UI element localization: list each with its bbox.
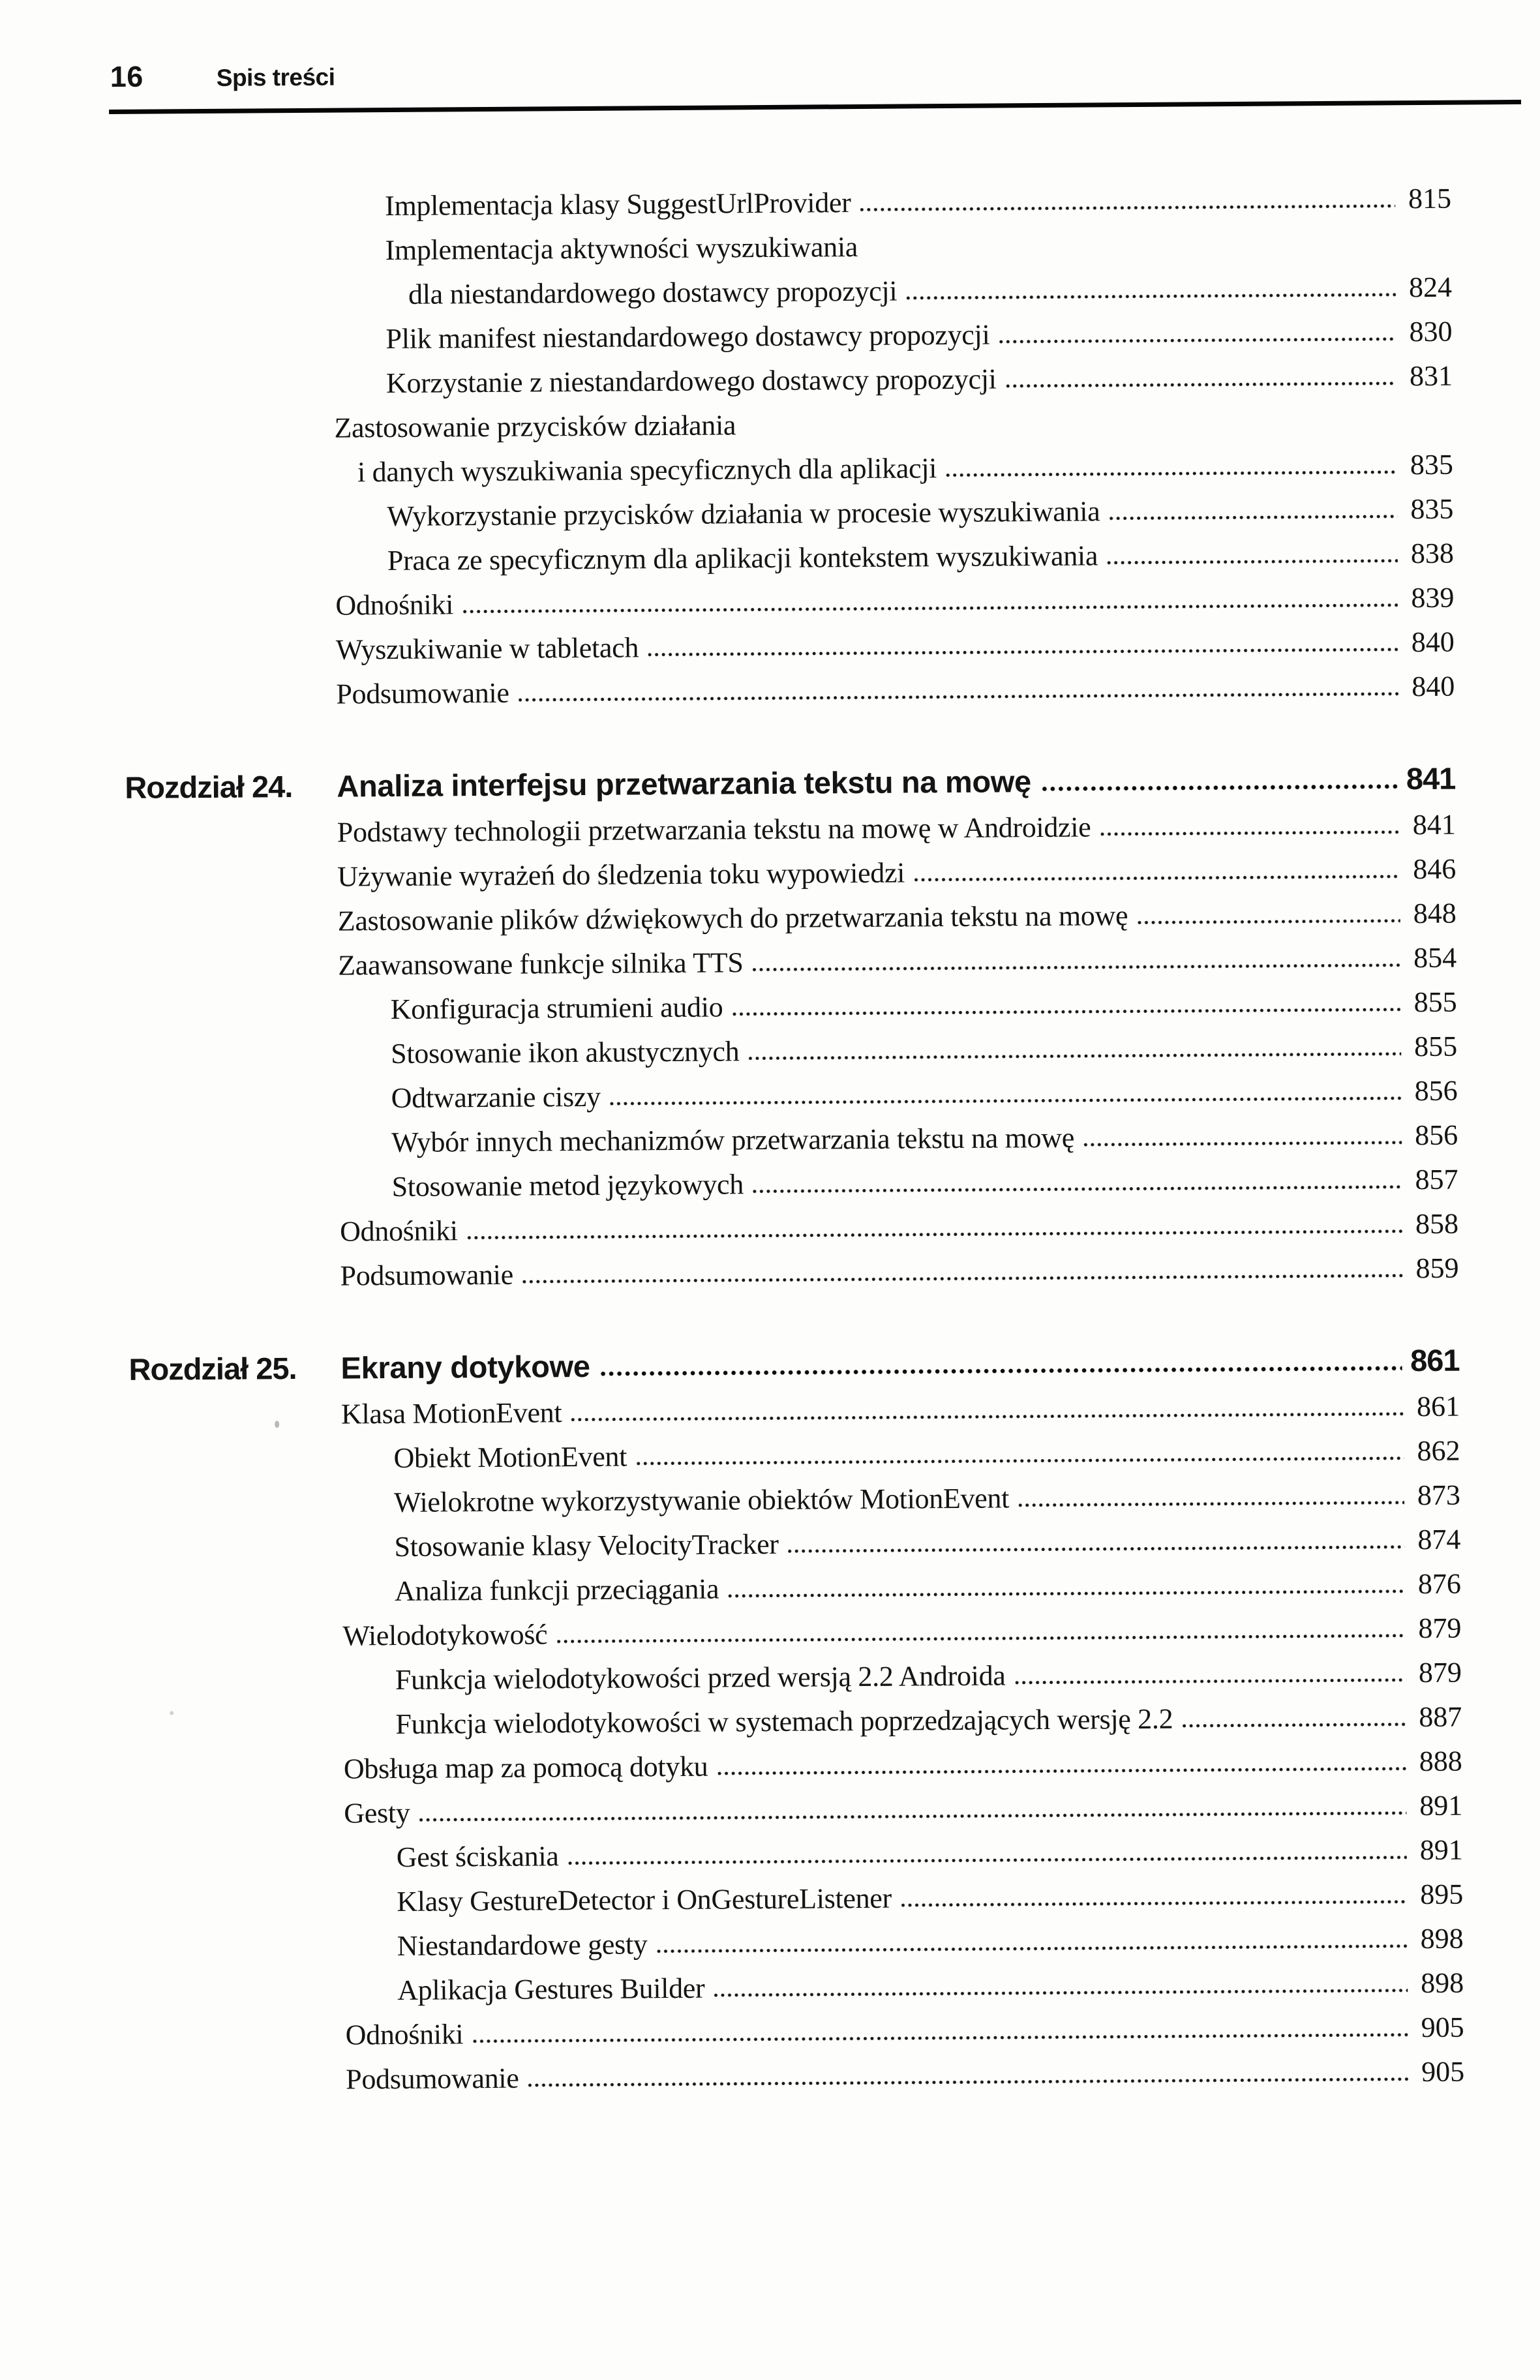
dot-leader: [528, 2077, 1408, 2087]
dot-leader: [714, 1988, 1408, 1997]
toc-entry-row: [408, 265, 1452, 317]
toc-entry-row: [397, 1828, 1463, 1880]
toc-entry-title: Stosowanie klasy VelocityTracker: [394, 1528, 779, 1563]
dot-leader: [901, 1899, 1407, 1907]
toc-entry-page: 856: [1414, 1074, 1458, 1107]
toc-entry-page: 835: [1410, 448, 1454, 481]
toc-entry-title: Wyszukiwanie w tabletach: [335, 631, 639, 666]
toc-entry-title: Wielokrotne wykorzystywanie obiektów MotionEvent: [393, 1482, 1010, 1519]
toc-chapter-label: Rozdział 24.: [125, 769, 293, 805]
toc-entry-page: 855: [1413, 986, 1457, 1019]
toc-entry-title: Odnośniki: [339, 1214, 458, 1248]
toc-entry-title: Zastosowanie plików dźwiękowych do przetwarzania tekstu na mowę: [337, 899, 1128, 937]
toc-entry-page: 859: [1415, 1252, 1459, 1285]
toc-entry-row: [340, 1202, 1458, 1254]
dot-leader: [1018, 1500, 1404, 1507]
toc-entry-title: Korzystanie z niestandardowego dostawcy propozycji: [385, 363, 997, 400]
toc-entry-title: Analiza funkcji przeciągania: [394, 1573, 719, 1608]
dot-leader: [728, 1589, 1405, 1598]
toc-entry-title: Zastosowanie przycisków działania: [334, 409, 736, 444]
toc-entry-page: 861: [1410, 1342, 1460, 1378]
toc-entry-page: 846: [1413, 852, 1457, 886]
toc-entry-title: Obiekt MotionEvent: [393, 1440, 627, 1475]
toc-entry-page: 891: [1419, 1789, 1463, 1822]
toc-entry-page: 839: [1411, 581, 1455, 614]
toc-entry-row: [336, 665, 1455, 717]
dot-leader: [946, 470, 1397, 477]
dot-leader: [657, 1944, 1408, 1953]
toc-entry-row: [337, 847, 1456, 899]
toc-entry-row: [391, 1158, 1458, 1209]
dot-leader: [1042, 783, 1398, 792]
dot-leader: [1107, 558, 1398, 565]
toc-entry-row: [394, 1518, 1460, 1569]
toc-entry-row: [386, 354, 1453, 406]
dot-leader: [717, 1766, 1406, 1775]
toc-entry-row: [345, 2006, 1464, 2058]
toc-entry-page: 874: [1417, 1523, 1461, 1556]
toc-entry-title: Wielodotykowość: [342, 1618, 548, 1652]
dot-leader: [601, 1365, 1402, 1377]
page-header: [110, 59, 335, 94]
dot-leader: [1137, 918, 1400, 925]
toc-entry-row: [357, 443, 1453, 495]
toc-entry-page: 898: [1420, 1922, 1464, 1955]
toc-chapter-label: Rozdział 25.: [128, 1351, 297, 1387]
toc-entry-page: 848: [1413, 897, 1457, 930]
toc-chapter-row: [125, 755, 1455, 812]
toc-entry-title: Ekrany dotykowe: [340, 1348, 590, 1385]
toc-entry-row: [335, 576, 1454, 628]
toc-entry-title: Odnośniki: [345, 2018, 464, 2051]
toc-entry-title: Implementacja aktywności wyszukiwania: [385, 231, 858, 267]
toc-entry-title: Gesty: [344, 1796, 410, 1830]
toc-entry-title: Odtwarzanie ciszy: [391, 1080, 601, 1115]
toc-entry-title: Podsumowanie: [346, 2062, 519, 2096]
toc-entry-title: Aplikacja Gestures Builder: [397, 1972, 705, 2007]
toc-entry-page: 891: [1419, 1833, 1463, 1867]
header-rule: [109, 100, 1521, 114]
dot-leader: [568, 1855, 1407, 1865]
toc-entry-row: [391, 1113, 1458, 1165]
toc-entry-title: Plik manifest niestandardowego dostawcy propozycji: [385, 318, 990, 355]
toc-entry-title: Obsługa map za pomocą dotyku: [343, 1750, 708, 1785]
toc-entry-row: [390, 980, 1457, 1032]
toc-entry-title: Wybór innych mechanizmów przetwarzania tekstu na mowę: [391, 1121, 1075, 1159]
toc-entry-title: Klasa MotionEvent: [340, 1396, 562, 1430]
toc-entry-row: [395, 1651, 1462, 1702]
toc-entry-page: 905: [1421, 2011, 1464, 2044]
toc-entry-page: 856: [1414, 1119, 1458, 1152]
toc-entry-page: 838: [1410, 537, 1455, 570]
toc-chapter-row: [128, 1336, 1459, 1394]
scan-speck: [170, 1711, 174, 1715]
toc-entry-page: 905: [1421, 2055, 1465, 2088]
toc-entry-title: Używanie wyrażeń do śledzenia toku wypowiedzi: [337, 856, 905, 893]
toc-entry-row: [385, 221, 1451, 273]
dot-leader: [1015, 1678, 1406, 1685]
toc-entry-row: [393, 1429, 1460, 1481]
dot-leader: [748, 1051, 1401, 1061]
toc-entry-title: Stosowanie ikon akustycznych: [391, 1035, 740, 1070]
dot-leader: [1100, 830, 1399, 836]
toc-entry-page: 854: [1413, 941, 1457, 974]
toc-entry-page: 862: [1417, 1434, 1460, 1468]
toc-entry-page: 873: [1417, 1479, 1461, 1512]
toc-entry-page: 841: [1406, 761, 1456, 796]
toc-entry-title: Niestandardowe gesty: [397, 1928, 648, 1963]
toc-entry-page: 831: [1409, 359, 1453, 393]
toc-entry-row: [397, 1917, 1464, 1968]
toc-entry-row: [346, 2050, 1464, 2102]
toc-entry-row: [394, 1473, 1460, 1525]
toc-entry-page: 815: [1408, 182, 1452, 215]
toc-entry-title: Praca ze specyficznym dla aplikacji kontekstem wyszukiwania: [387, 539, 1098, 577]
toc-entry-title: Stosowanie metod językowych: [391, 1168, 744, 1203]
toc-entry-page: 879: [1418, 1612, 1462, 1645]
toc-entry-title: Funkcja wielodotykowości w systemach poprzedzających wersję 2.2: [395, 1702, 1173, 1741]
dot-leader: [571, 1411, 1404, 1422]
toc-entry-page: 830: [1409, 315, 1453, 348]
toc-entry-page: 887: [1419, 1700, 1462, 1734]
toc-entry-page: 879: [1418, 1656, 1462, 1689]
toc-entry-page: 835: [1410, 492, 1454, 526]
toc-entry-row: [344, 1740, 1462, 1792]
toc-entry-page: 857: [1415, 1163, 1458, 1196]
dot-leader: [1083, 1140, 1402, 1147]
dot-leader: [1006, 381, 1397, 388]
toc-entry-row: [337, 803, 1456, 855]
dot-leader: [753, 1184, 1402, 1194]
toc-entry-title: Implementacja klasy SuggestUrlProvider: [384, 187, 851, 222]
dot-leader: [636, 1456, 1404, 1466]
toc-entry-page: 824: [1408, 271, 1453, 304]
toc-entry-title: Klasy GestureDetector i OnGestureListener: [397, 1882, 892, 1918]
toc-entry-row: [341, 1385, 1460, 1437]
toc-entry-title: Konfiguracja strumieni audio: [390, 991, 723, 1026]
toc-entry-row: [385, 310, 1452, 361]
toc-entry-page: 876: [1417, 1567, 1462, 1601]
toc-entry-row: [338, 892, 1457, 944]
toc-entry-title: Analiza interfejsu przetwarzania tekstu na mowę: [337, 764, 1032, 804]
dot-leader: [472, 2032, 1408, 2043]
dot-leader: [788, 1544, 1405, 1554]
dot-leader: [610, 1096, 1402, 1106]
dot-leader: [419, 1811, 1407, 1822]
dot-leader: [860, 203, 1396, 212]
toc-entry-row: [397, 1961, 1464, 2013]
toc-entry-row: [387, 532, 1454, 583]
toc-entry-page: 861: [1416, 1390, 1460, 1423]
toc-entry-title: Podsumowanie: [340, 1258, 514, 1292]
toc-entry-title: Podsumowanie: [336, 676, 509, 710]
dot-leader: [999, 337, 1396, 344]
dot-leader: [914, 874, 1400, 882]
toc-entry-title: Funkcja wielodotykowości przed wersją 2.2 Androida: [395, 1659, 1006, 1696]
toc-entry-title: Odnośniki: [335, 588, 454, 622]
scan-speck: [275, 1421, 279, 1428]
dot-leader: [519, 691, 1399, 702]
page-header-title: Spis treści: [216, 63, 335, 91]
toc-entry-row: [340, 1246, 1458, 1299]
dot-leader: [648, 647, 1398, 657]
toc-entry-row: [391, 1025, 1457, 1076]
toc-entry-page: 858: [1415, 1207, 1459, 1241]
toc-entry-page: 888: [1419, 1745, 1462, 1778]
toc-entry-row: [338, 936, 1457, 988]
toc-entry-page: 841: [1412, 808, 1456, 841]
toc-entry-row: [344, 1784, 1462, 1836]
dot-leader: [753, 963, 1401, 972]
page-number: 16: [110, 59, 143, 94]
toc-entry-title: Wykorzystanie przycisków działania w procesie wyszukiwania: [387, 495, 1100, 533]
toc-entry-title: Gest ściskania: [396, 1840, 559, 1874]
toc-entry-row: [397, 1873, 1463, 1924]
dot-leader: [1182, 1722, 1406, 1728]
toc-entry-row: [385, 177, 1451, 228]
dot-leader: [462, 603, 1398, 614]
dot-leader: [732, 1007, 1400, 1016]
toc-entry-title: Podstawy technologii przetwarzania tekstu na mowę w Androidzie: [337, 811, 1091, 849]
toc-entry-row: [391, 1069, 1457, 1121]
toc-entry-title: i danych wyszukiwania specyficznych dla aplikacji: [357, 452, 937, 489]
toc-entry-row: [395, 1562, 1461, 1614]
toc-entry-row: [395, 1695, 1462, 1747]
toc-entry-row: [334, 399, 1453, 451]
dot-leader: [906, 292, 1396, 300]
toc-entry-title: dla niestandardowego dostawcy propozycji: [408, 275, 898, 310]
dot-leader: [467, 1229, 1402, 1240]
toc-entry-row: [336, 620, 1455, 672]
toc-entry-page: 895: [1420, 1878, 1464, 1911]
dot-leader: [1109, 514, 1397, 520]
toc-entry-page: 898: [1421, 1966, 1464, 2000]
toc-entry-page: 840: [1412, 670, 1455, 703]
toc-entry-row: [387, 487, 1453, 539]
toc-entry-page: 855: [1413, 1030, 1458, 1063]
dot-leader: [556, 1633, 1405, 1644]
toc-entry-page: 840: [1411, 625, 1455, 659]
toc-entry-row: [342, 1606, 1461, 1659]
toc-entry-title: Zaawansowane funkcje silnika TTS: [338, 946, 744, 982]
dot-leader: [522, 1273, 1403, 1284]
toc-list: [0, 176, 1540, 2104]
